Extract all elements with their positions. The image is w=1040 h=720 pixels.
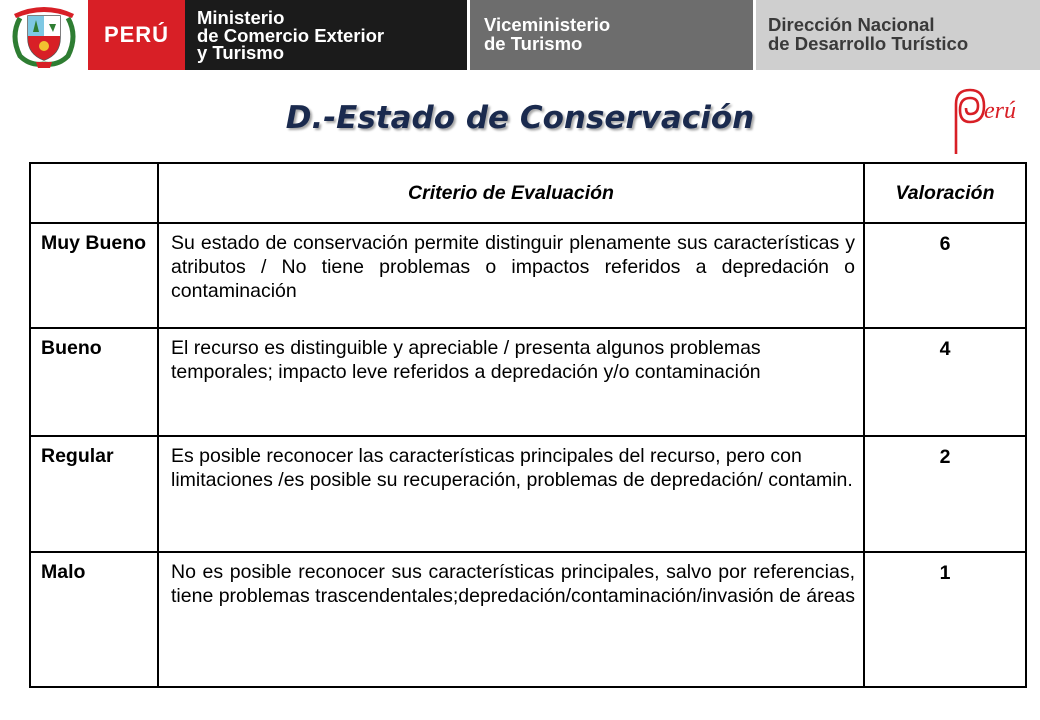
country-text: PERÚ [103,22,170,47]
row-label: Bueno [30,328,158,436]
ministry-line: de Comercio Exterior [197,24,385,46]
row-label: Muy Bueno [30,223,158,328]
ministry-block [185,0,467,70]
header-banner [0,0,1040,70]
row-value: 4 [864,328,1026,436]
vice-line: de Turismo [484,33,583,54]
table-header-row [30,163,1026,223]
criteria-table [29,162,1027,688]
page-title: D.-Estado de Conservación [285,100,755,136]
row-criterion: El recurso es distinguible y apreciable / presenta algunos problemas temporales; impacto leve referidos a depredación y/o contaminación [158,328,864,436]
brand-text: erú [984,98,1016,124]
row-label: Regular [30,436,158,552]
table-row [30,328,1026,436]
direction-line: de Desarrollo Turístico [768,33,969,54]
marca-peru-logo-icon [946,84,1022,160]
ministry-line: Ministerio [197,7,285,28]
seal-container [0,0,88,70]
vice-ministry-block [470,0,753,70]
direction-line: Dirección Nacional [768,14,935,35]
table-row [30,552,1026,687]
row-criterion: No es posible reconocer sus características principales, salvo por referencias, tiene problemas trascendentales;depredación/contaminación/invasión de áreas [158,552,864,687]
header-cell-criterion: Criterio de Evaluación [158,163,864,223]
row-criterion: Es posible reconocer las características principales del recurso, pero con limitaciones /es posible su recuperación, problemas de depredación/ contamin. [158,436,864,552]
row-label: Malo [30,552,158,687]
row-criterion: Su estado de conservación permite distinguir plenamente sus características y atributos / No tiene problemas o impactos referidos a depredación o contaminación [158,223,864,328]
direction-block [756,0,1040,70]
row-value: 6 [864,223,1026,328]
country-label [88,0,185,70]
ministry-line: y Turismo [197,42,285,63]
vice-line: Viceministerio [484,14,611,35]
row-value: 2 [864,436,1026,552]
coat-of-arms-icon [6,2,82,68]
table-row [30,223,1026,328]
table-row [30,436,1026,552]
row-value: 1 [864,552,1026,687]
header-cell-value: Valoración [864,163,1026,223]
header-cell-empty [30,163,158,223]
